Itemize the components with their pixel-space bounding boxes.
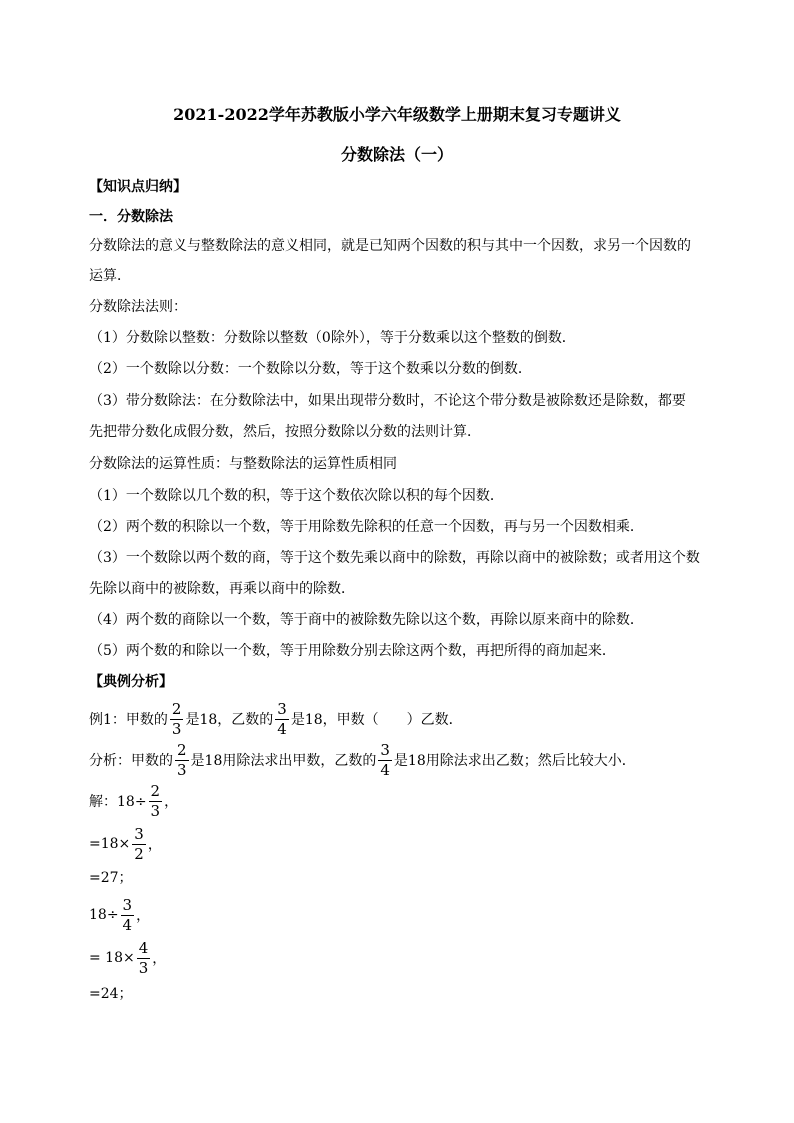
fraction-denominator: 3 <box>150 801 161 820</box>
solution-punct: ， <box>136 908 151 924</box>
solution-step-3: =27； <box>89 870 133 886</box>
fraction-numerator: 2 <box>177 740 187 759</box>
solution-punct: ， <box>152 951 167 967</box>
rule-3-line2: 先把带分数化成假分数，然后，按照分数除以分数的法则计算． <box>89 424 481 440</box>
fraction <box>170 699 184 738</box>
solution-punct: ， <box>164 794 179 810</box>
property-2: （2）两个数的积除以一个数，等于用除数先除积的任意一个因数，再与另一个因数相乘． <box>89 519 644 535</box>
fraction-numerator: 3 <box>277 699 287 718</box>
fraction <box>175 740 189 779</box>
document-title: 2021-2022学年苏教版小学六年级数学上册期末复习专题讲义 <box>173 105 621 124</box>
fraction <box>137 938 151 977</box>
rule-3-line1: （3）带分数除法：在分数除法中，如果出现带分数时，不论这个带分数是被除数还是除数，都要 <box>89 393 686 409</box>
solution-text: 18÷ <box>89 907 119 923</box>
property-5: （5）两个数的和除以一个数，等于用除数分别去除这两个数，再把所得的商加起来． <box>89 643 616 659</box>
rules-title: 分数除法法则： <box>89 299 187 315</box>
solution-punct: ， <box>147 837 162 853</box>
paragraph-meaning-line1: 分数除法的意义与整数除法的意义相同，就是已知两个因数的积与其中一个因数，求另一个因数的 <box>89 238 691 254</box>
example-1-text-b: 是18，乙数的 <box>185 712 274 728</box>
section-example-heading: 【典例分析】 <box>89 674 173 690</box>
fraction-numerator: 4 <box>138 938 149 957</box>
fraction <box>378 740 392 779</box>
fraction-numerator: 2 <box>171 699 182 718</box>
property-1: （1）一个数除以几个数的积，等于这个数依次除以积的每个因数． <box>89 488 504 504</box>
property-4: （4）两个数的商除以一个数，等于商中的被除数先除以这个数，再除以原来商中的除数． <box>89 612 644 628</box>
fraction-denominator: 4 <box>122 915 133 934</box>
heading-fraction-division: 一．分数除法 <box>89 209 173 225</box>
fraction <box>275 699 289 738</box>
analysis-text-a: 分析：甲数的 <box>89 753 173 769</box>
rule-1: （1）分数除以整数：分数除以整数（0除外），等于分数乘以这个整数的倒数． <box>89 330 576 346</box>
fraction-denominator: 4 <box>380 760 390 779</box>
example-1-text-c: 是18，甲数（ ）乙数． <box>290 712 463 728</box>
solution-text: = 18× <box>89 950 135 966</box>
solution-step-4 <box>89 893 150 937</box>
fraction-denominator: 3 <box>171 719 182 738</box>
solution-step-5 <box>89 936 166 980</box>
fraction <box>132 824 146 863</box>
example-1-text-a: 例1：甲数的 <box>89 712 168 728</box>
solution-text: =18× <box>89 836 131 852</box>
section-knowledge-heading: 【知识点归纳】 <box>89 179 187 195</box>
properties-title: 分数除法的运算性质：与整数除法的运算性质相同 <box>89 456 397 472</box>
property-3-line1: （3）一个数除以两个数的商，等于这个数先乘以商中的除数，再除以商中的被除数；或者用这个数 <box>89 550 700 566</box>
analysis-text-b: 是18用除法求出甲数，乙数的 <box>190 753 377 769</box>
fraction-denominator: 2 <box>134 844 144 863</box>
analysis <box>89 738 636 782</box>
analysis-text-c: 是18用除法求出乙数；然后比较大小． <box>393 753 636 769</box>
solution-step-6: =24； <box>89 986 133 1002</box>
solution-text: 解：18÷ <box>89 794 147 810</box>
fraction-denominator: 3 <box>177 760 187 779</box>
fraction-denominator: 3 <box>138 958 149 977</box>
fraction-numerator: 2 <box>150 781 161 800</box>
rule-2: （2）一个数除以分数：一个数除以分数，等于这个数乘以分数的倒数． <box>89 361 532 377</box>
fraction <box>149 781 163 820</box>
fraction-numerator: 3 <box>134 824 144 843</box>
example-1 <box>89 697 463 741</box>
property-3-line2: 先除以商中的被除数，再乘以商中的除数． <box>89 581 355 597</box>
fraction-numerator: 3 <box>122 895 133 914</box>
fraction-denominator: 4 <box>277 719 287 738</box>
fraction-numerator: 3 <box>380 740 390 759</box>
solution-step-1 <box>89 779 178 823</box>
paragraph-meaning-line2: 运算． <box>89 268 131 284</box>
document-subtitle: 分数除法（一） <box>340 145 453 164</box>
solution-step-2 <box>89 822 162 866</box>
fraction <box>121 895 135 934</box>
